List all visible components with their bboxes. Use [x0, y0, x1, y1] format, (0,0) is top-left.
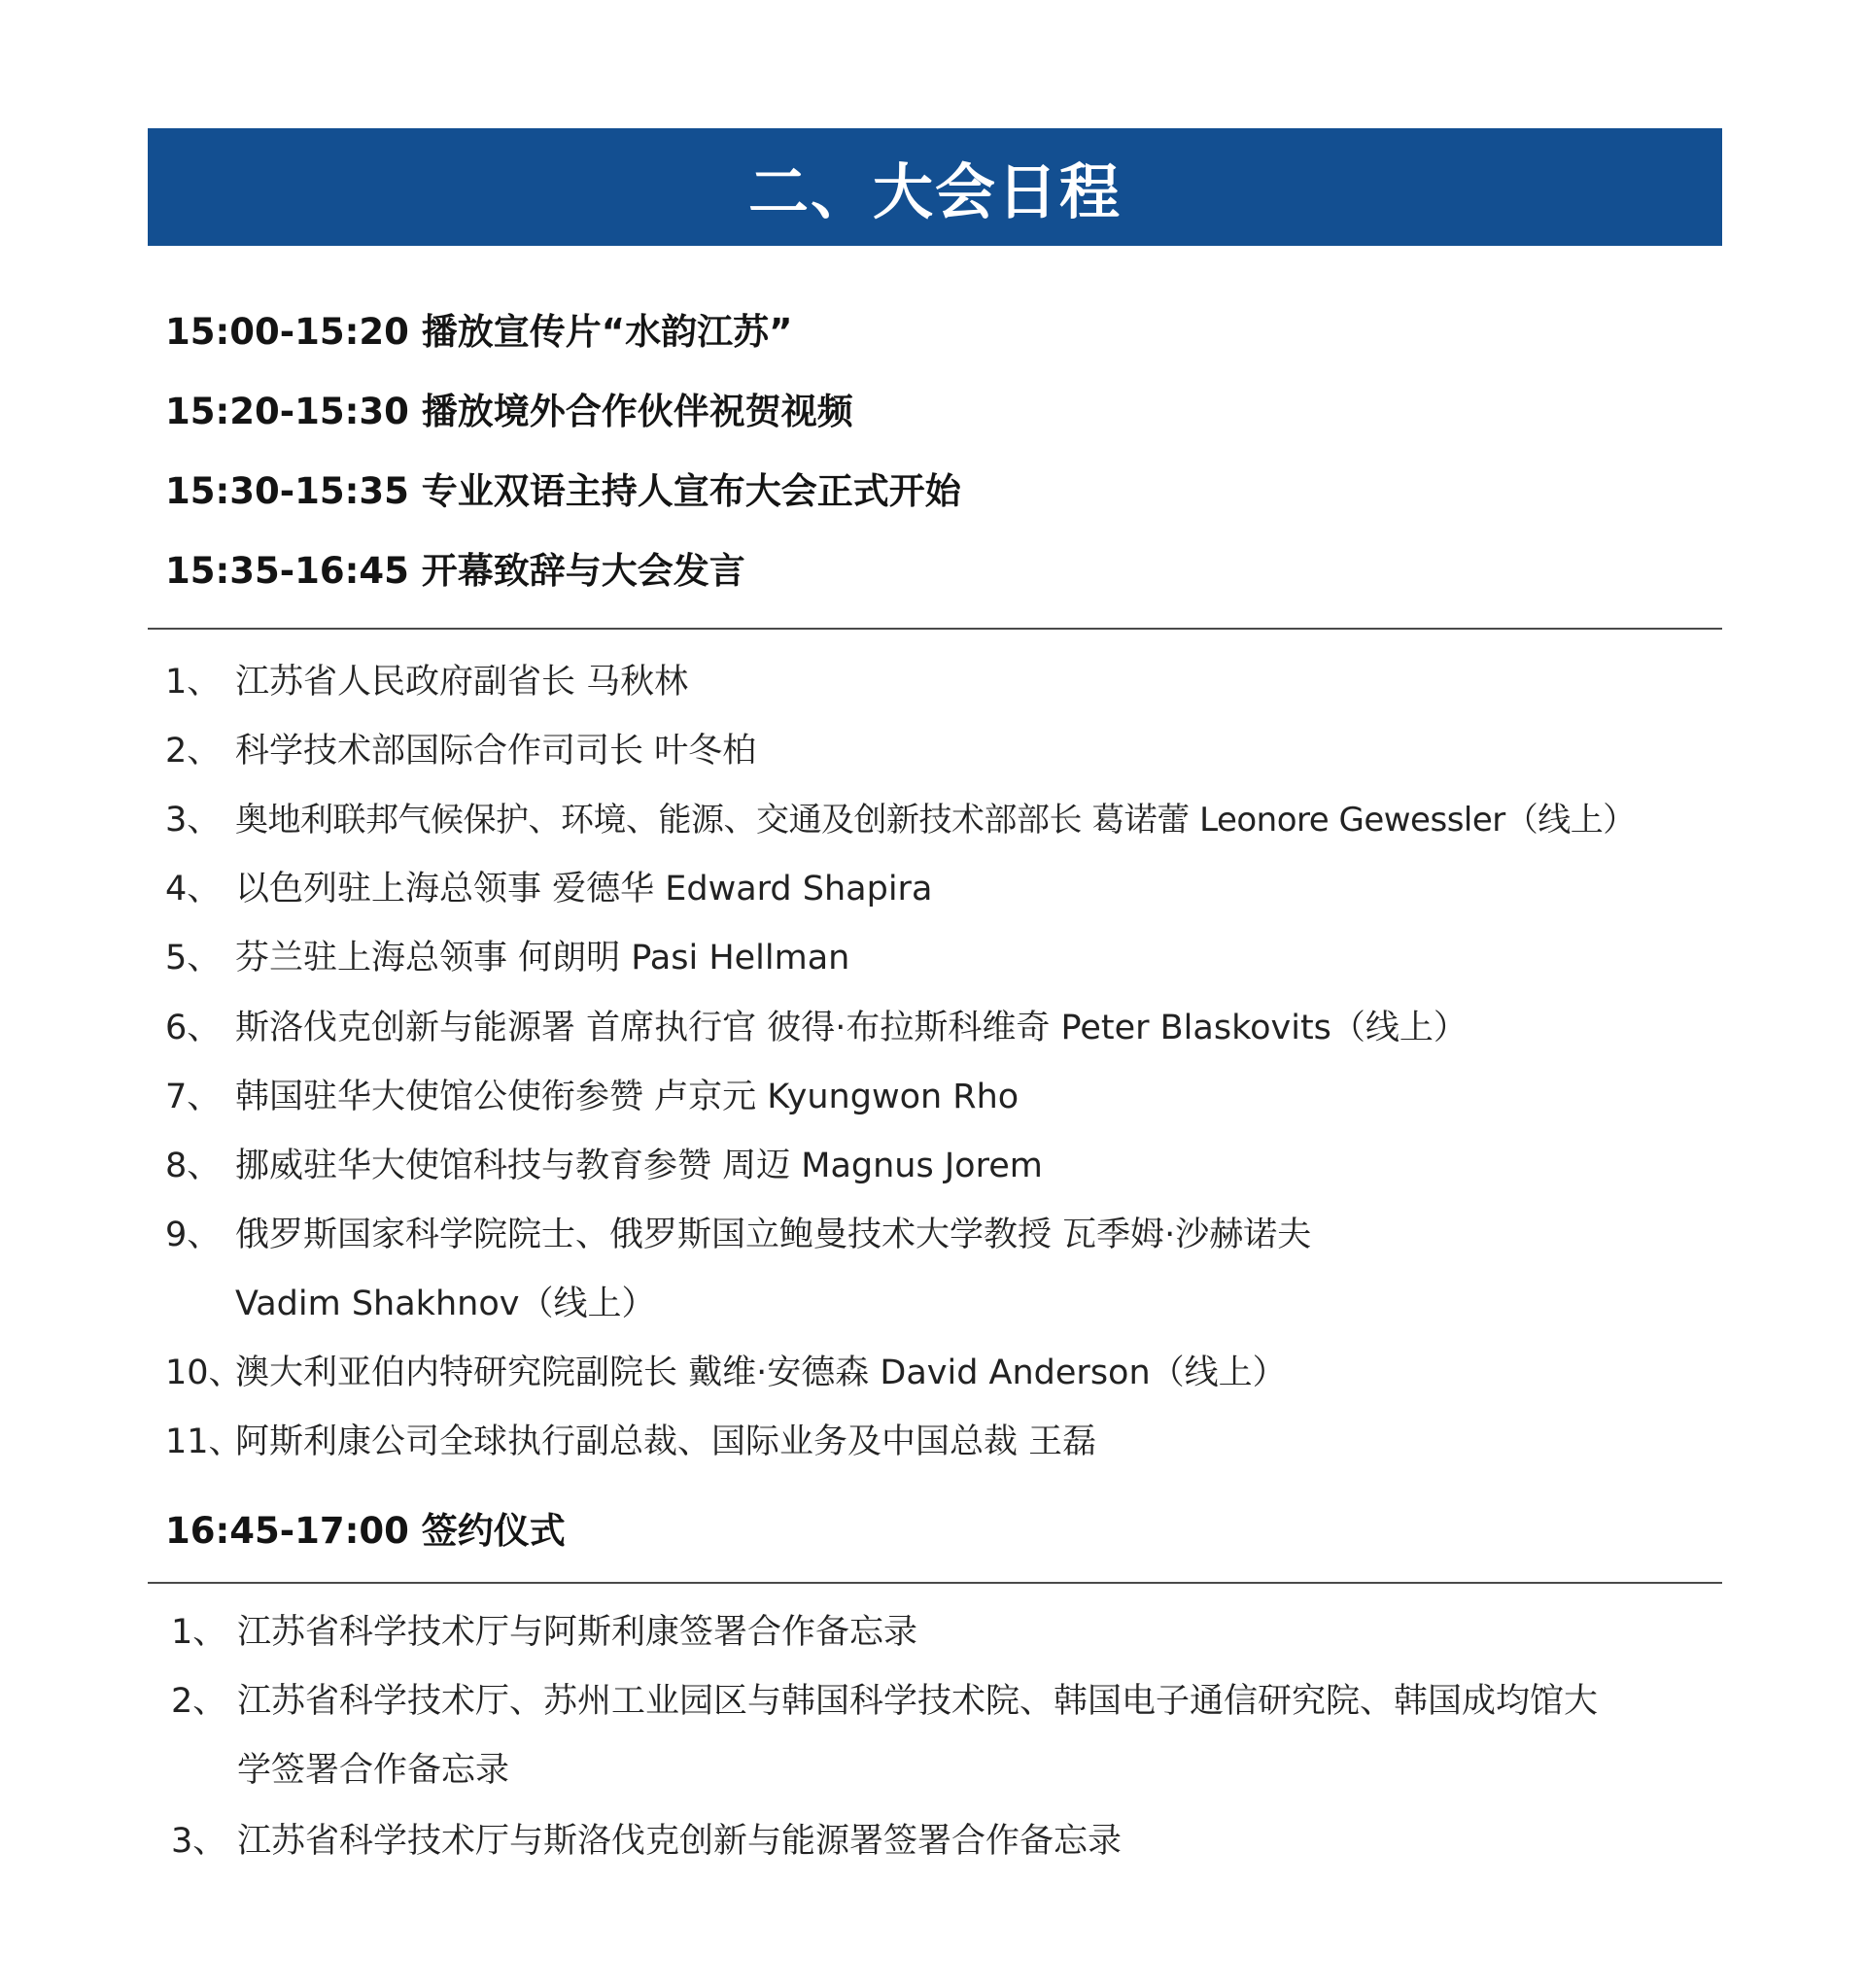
speech-text: 澳大利亚伯内特研究院副院长 戴维·安德森 David Anderson（线上） [235, 1354, 1287, 1392]
speech-number: 2、 [165, 732, 222, 771]
signing-text: 江苏省科学技术厅与阿斯利康签署合作备忘录 [237, 1613, 918, 1652]
speech-number: 11、 [165, 1422, 243, 1461]
speech-text: 江苏省人民政府副省长 马秋林 [235, 663, 689, 702]
signing-number: 3、 [171, 1822, 227, 1861]
speech-text: 以色列驻上海总领事 爱德华 Edward Shapira [235, 870, 933, 908]
speech-text: 奥地利联邦气候保护、环境、能源、交通及创新技术部部长 葛诺蕾 Leonore Gewessler（线上） [235, 801, 1636, 840]
speech-text: 阿斯利康公司全球执行副总裁、国际业务及中国总裁 王磊 [235, 1422, 1097, 1461]
schedule-item: 15:30-15:35 专业双语主持人宣布大会正式开始 [165, 470, 961, 512]
speech-text: 挪威驻华大使馆科技与教育参赞 周迈 Magnus Jorem [235, 1147, 1043, 1185]
speech-number: 1、 [165, 663, 222, 702]
speech-text-continuation: Vadim Shakhnov（线上） [235, 1285, 656, 1323]
speech-number: 8、 [165, 1147, 222, 1185]
divider [148, 628, 1722, 630]
signing-number: 2、 [171, 1682, 227, 1721]
speech-number: 9、 [165, 1216, 222, 1254]
speech-number: 6、 [165, 1009, 222, 1047]
speech-number: 3、 [165, 801, 222, 840]
speech-number: 7、 [165, 1078, 222, 1116]
schedule-item: 15:35-16:45 开幕致辞与大会发言 [165, 550, 745, 592]
speech-text: 韩国驻华大使馆公使衔参赞 卢京元 Kyungwon Rho [235, 1078, 1019, 1116]
signing-text: 江苏省科学技术厅、苏州工业园区与韩国科学技术院、韩国电子通信研究院、韩国成均馆大 [237, 1682, 1599, 1721]
schedule-item: 15:20-15:30 播放境外合作伙伴祝贺视频 [165, 391, 853, 432]
signing-number: 1、 [171, 1613, 227, 1652]
speech-text: 芬兰驻上海总领事 何朗明 Pasi Hellman [235, 939, 850, 977]
speech-text: 俄罗斯国家科学院院士、俄罗斯国立鲍曼技术大学教授 瓦季姆·沙赫诺夫 [235, 1216, 1312, 1254]
speech-text: 科学技术部国际合作司司长 叶冬柏 [235, 732, 757, 771]
schedule-item: 15:00-15:20 播放宣传片“水韵江苏” [165, 311, 793, 353]
divider [148, 1582, 1722, 1584]
section-title: 二、大会日程 [747, 156, 1122, 227]
speech-number: 4、 [165, 870, 222, 908]
signing-text: 江苏省科学技术厅与斯洛伐克创新与能源署签署合作备忘录 [237, 1822, 1123, 1861]
speech-text: 斯洛伐克创新与能源署 首席执行官 彼得·布拉斯科维奇 Peter Blaskovits（线上） [235, 1009, 1468, 1047]
speech-number: 10、 [165, 1354, 243, 1392]
speech-number: 5、 [165, 939, 222, 977]
section-title-banner [148, 128, 1722, 246]
signing-text-continuation: 学签署合作备忘录 [237, 1751, 510, 1790]
signing-heading: 16:45-17:00 签约仪式 [165, 1510, 566, 1552]
